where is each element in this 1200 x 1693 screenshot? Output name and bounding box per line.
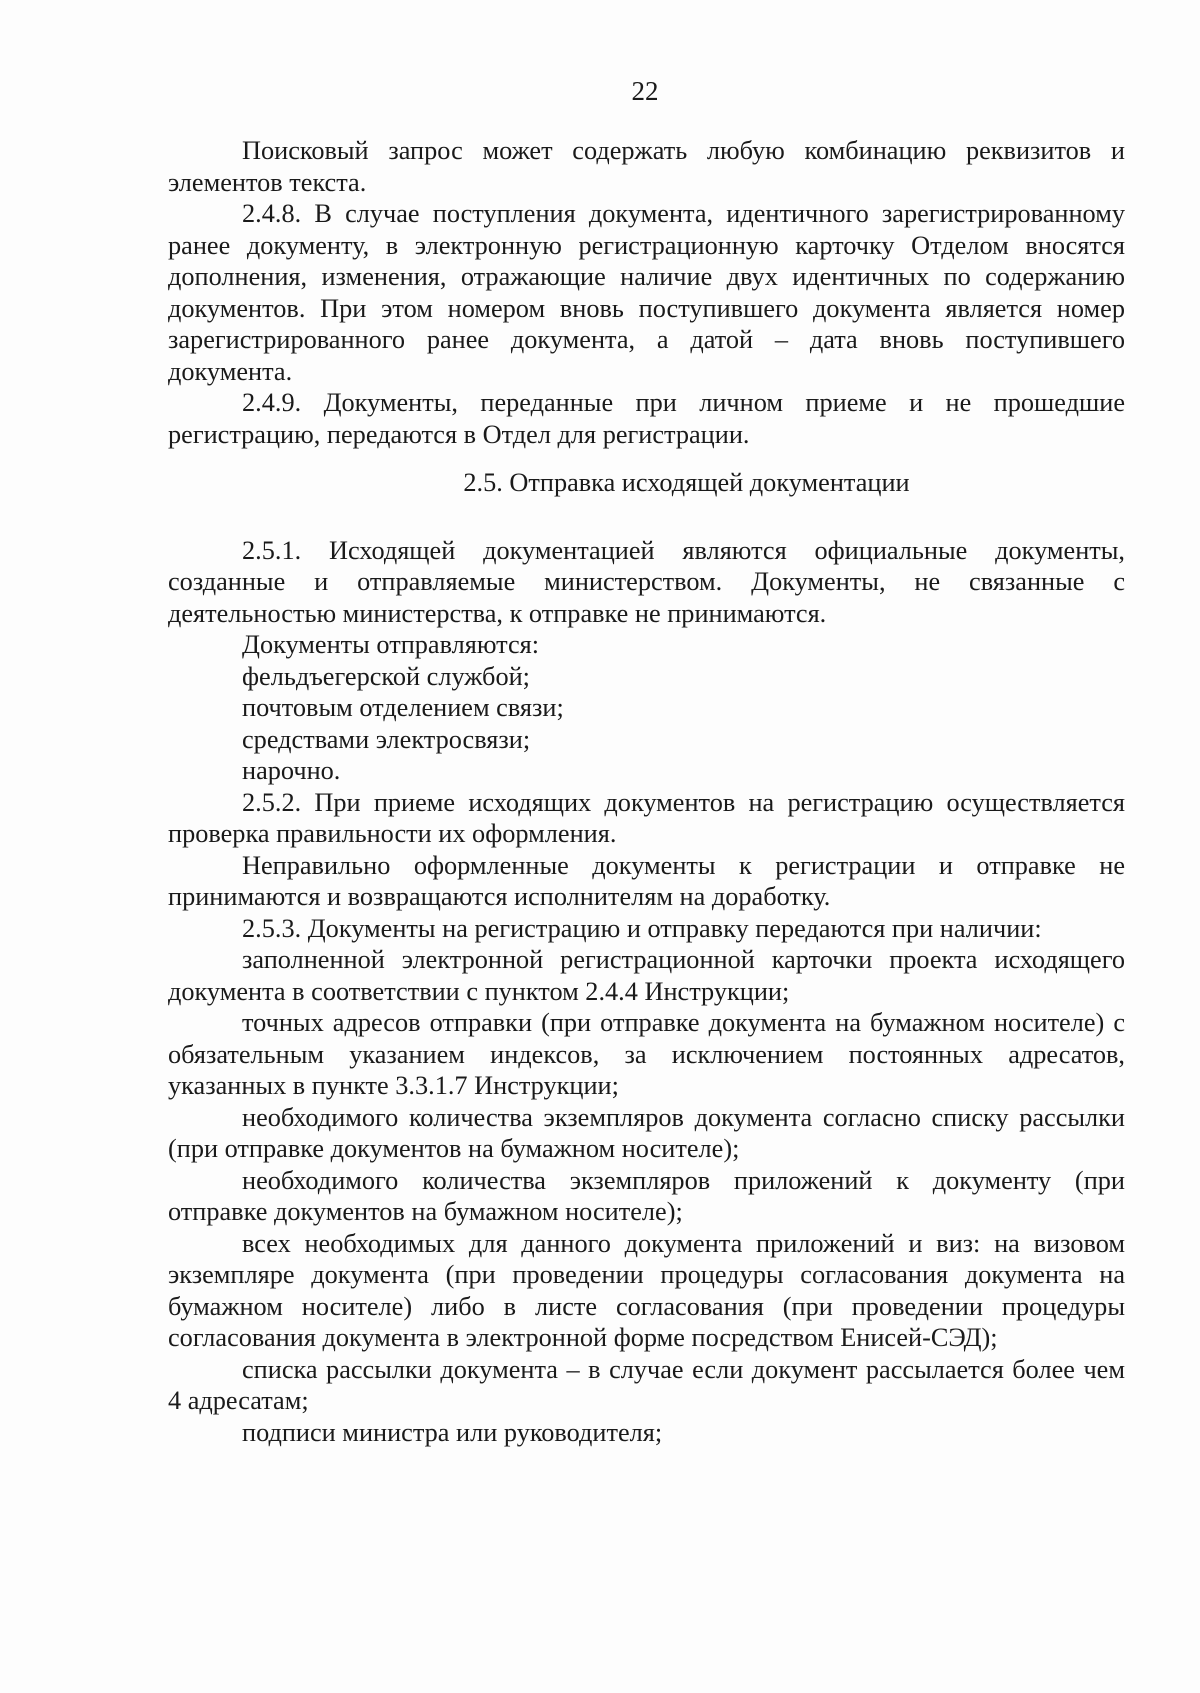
paragraph-sent-by: Документы отправляются: [242,630,540,659]
list-item-by-hand: нарочно. [242,756,341,785]
requirement-attachment-copies: необходимого количества экземпляров приложений к документу (при отправке документов на бумажном носителе); [168,1165,1125,1226]
paragraph-2-4-8: 2.4.8. В случае поступления документа, идентичного зарегистрированному ранее документу, в электронную регистрационную карточку Отделом вносятся дополнения, изменения, отражающие наличие двух идентичных по содержанию документов. При этом номером вновь поступившего документа является номер зарегистрированного ранее документа, а датой – дата вновь поступившего документа. [168,199,1125,386]
paragraph-2-5-3: 2.5.3. Документы на регистрацию и отправку передаются при наличии: [242,913,1042,943]
requirement-document-copies: необходимого количества экземпляров документа согласно списку рассылки (при отправке документов на бумажном носителе); [168,1102,1125,1163]
paragraph-search-query: Поисковый запрос может содержать любую комбинацию реквизитов и элементов текста. [168,136,1125,197]
paragraph-2-4-9: 2.4.9. Документы, переданные при личном приеме и не прошедшие регистрацию, передаются в Отдел для регистрации. [168,388,1125,449]
paragraph-2-5-1: 2.5.1. Исходящей документацией являются официальные документы, созданные и отправляемые министерством. Документы, не связанные с деятельностью министерства, к отправке не принимаются. [168,535,1125,628]
requirement-attachments-visas: всех необходимых для данного документа приложений и виз: на визовом экземпляре документа (при проведении процедуры согласования документа на бумажном носителе) либо в листе согласования (при проведении процедуры согласования документа в электронной форме посредством Енисей-СЭД); [168,1228,1125,1352]
requirement-signature: подписи министра или руководителя; [242,1417,663,1447]
requirement-addresses: точных адресов отправки (при отправке документа на бумажном носителе) с обязательным указанием индексов, за исключением постоянных адресатов, указанных в пункте 3.3.1.7 Инструкции; [168,1008,1125,1100]
page-number: 22 [631,76,659,106]
section-heading-2-5: 2.5. Отправка исходящей документации [463,468,910,497]
list-item-telecom: средствами электросвязи; [242,724,531,754]
requirement-mailing-list: списка рассылки документа – в случае если документ рассылается более чем 4 адресатам; [168,1354,1125,1415]
document-body [168,135,1125,1448]
list-item-courier: фельдъегерской службой; [242,661,530,691]
list-item-post: почтовым отделением связи; [242,693,564,722]
paragraph-2-5-2: 2.5.2. При приеме исходящих документов на регистрацию осуществляется проверка правильности их оформления. [168,787,1125,848]
paragraph-incorrect-docs: Неправильно оформленные документы к регистрации и отправке не принимаются и возвращаются исполнителям на доработку. [168,850,1125,911]
requirement-registration-card: заполненной электронной регистрационной карточки проекта исходящего документа в соответствии с пунктом 2.4.4 Инструкции; [168,945,1125,1006]
